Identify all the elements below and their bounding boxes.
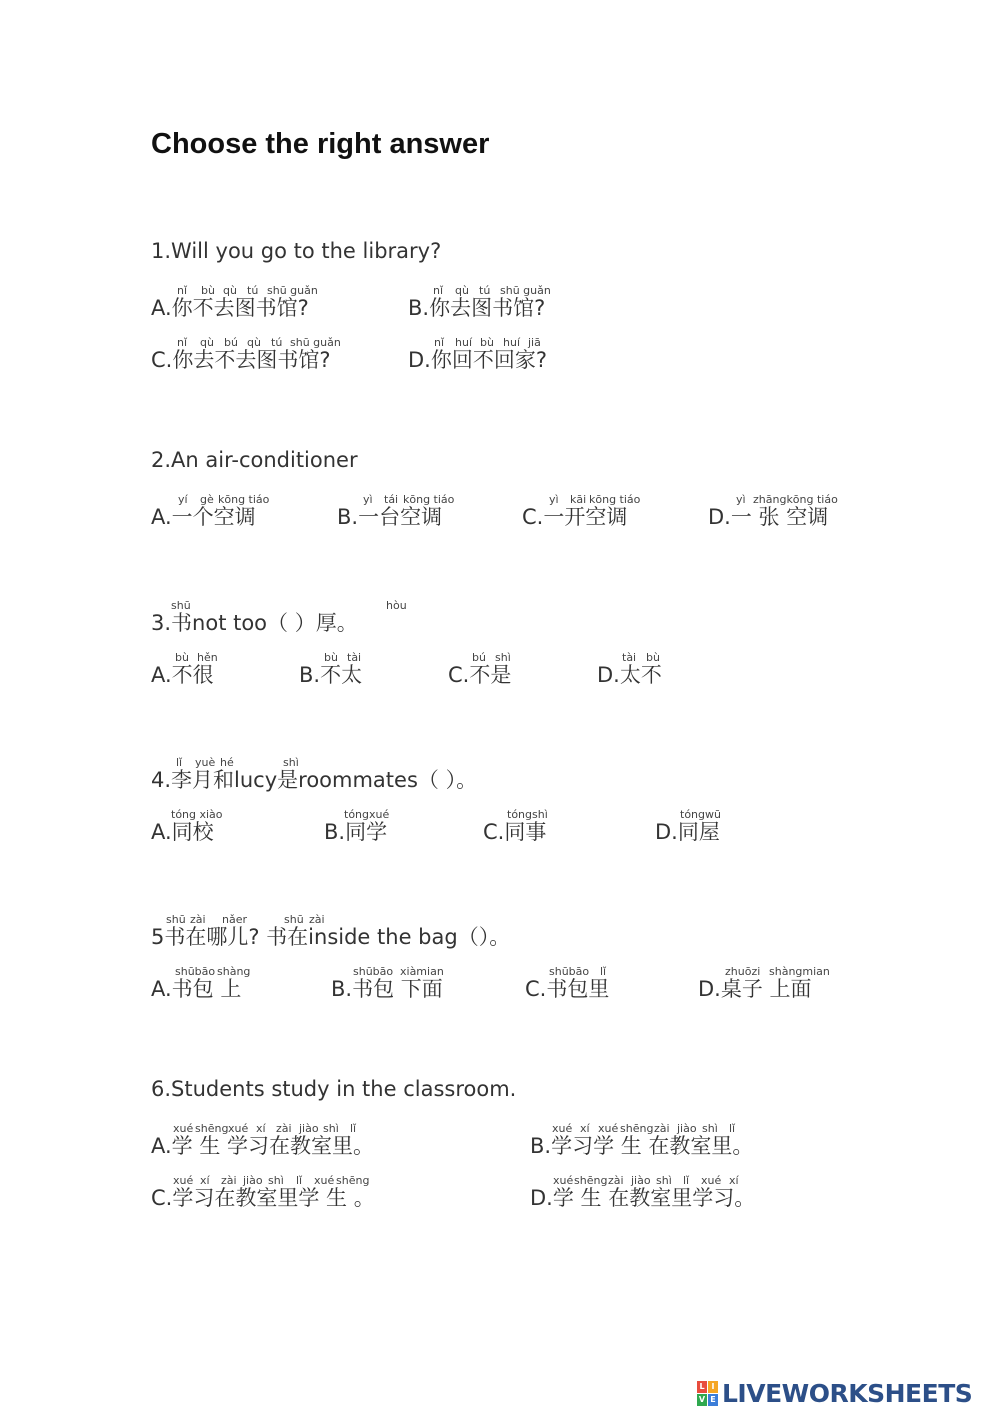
pinyin: xué [701, 1174, 722, 1187]
logo-icon [697, 1381, 718, 1406]
pinyin: shì [268, 1174, 284, 1187]
pinyin: shēng [620, 1122, 654, 1135]
option-text: B.不太 [299, 663, 363, 687]
pinyin: bù [201, 284, 215, 297]
pinyin: lǐ [350, 1122, 357, 1135]
option-text: C.你去不去图书馆? [151, 348, 331, 372]
option-text: D.太不 [597, 663, 662, 687]
pinyin: bú [472, 651, 486, 664]
pinyin: shū [166, 913, 186, 926]
pinyin: hòu [386, 599, 407, 612]
pinyin: zài [608, 1174, 624, 1187]
option-text: C.一开空调 [522, 505, 628, 529]
pinyin: zài [221, 1174, 237, 1187]
pinyin: zài [190, 913, 206, 926]
pinyin: xué [553, 1174, 574, 1187]
pinyin: lǐ [176, 756, 183, 769]
pinyin: huí [455, 336, 472, 349]
pinyin: shì [495, 651, 511, 664]
pinyin: yì [549, 493, 559, 506]
pinyin: shūbāo [549, 965, 590, 978]
worksheet-title: Choose the right answer [151, 128, 490, 160]
pinyin: huí [503, 336, 520, 349]
liveworksheets-logo [697, 1378, 972, 1408]
pinyin: lǐ [683, 1174, 690, 1187]
pinyin: bù [646, 651, 660, 664]
pinyin: xué [173, 1174, 194, 1187]
question-2-prompt: 2.An air-conditioner [151, 448, 358, 472]
pinyin: lǐ [600, 965, 607, 978]
option-text: B.学习学 生 在教室里。 [530, 1134, 754, 1158]
pinyin: jiào [299, 1122, 319, 1135]
option-text: D.一 张 空调 [708, 505, 829, 529]
question-3-prompt: 3.书not too（ ）厚。 [151, 611, 358, 635]
pinyin: shēng [195, 1122, 229, 1135]
pinyin: qù [455, 284, 469, 297]
pinyin: tái [384, 493, 399, 506]
logo-text: LIVEWORKSHEETS [722, 1378, 973, 1408]
pinyin: shì [323, 1122, 339, 1135]
question-4-prompt: 4.李月和lucy是roommates（ ）。 [151, 768, 478, 792]
pinyin: bù [175, 651, 189, 664]
pinyin: zài [309, 913, 325, 926]
pinyin: gè [200, 493, 214, 506]
pinyin: bù [480, 336, 494, 349]
logo-icon-e: E [708, 1394, 718, 1406]
pinyin: zài [276, 1122, 292, 1135]
pinyin: shū guǎn [267, 284, 318, 297]
pinyin: bú [224, 336, 238, 349]
option-text: A.不很 [151, 663, 214, 687]
question-1-prompt: 1.Will you go to the library? [151, 239, 442, 263]
option-text: C.学习在教室里学 生 。 [151, 1186, 375, 1210]
option-text: A.书包 上 [151, 977, 242, 1001]
pinyin: zài [654, 1122, 670, 1135]
option-text: B.同学 [324, 820, 388, 844]
pinyin: lǐ [729, 1122, 736, 1135]
pinyin: qù [223, 284, 237, 297]
pinyin: xí [256, 1122, 266, 1135]
option-text: A.你不去图书馆? [151, 296, 309, 320]
pinyin: xí [729, 1174, 739, 1187]
pinyin: lǐ [296, 1174, 303, 1187]
pinyin: shū [171, 599, 191, 612]
pinyin: bù [324, 651, 338, 664]
pinyin: kōng tiáo [403, 493, 455, 506]
pinyin: shū guǎn [500, 284, 551, 297]
option-text: D.同屋 [655, 820, 720, 844]
option-text: B.一台空调 [337, 505, 443, 529]
pinyin: tóng xiào [171, 808, 223, 821]
pinyin: shēng [336, 1174, 370, 1187]
pinyin: shēng [574, 1174, 608, 1187]
pinyin: kōng tiáo [218, 493, 270, 506]
pinyin: xué [552, 1122, 573, 1135]
pinyin: jiā [528, 336, 541, 349]
pinyin: xué [228, 1122, 249, 1135]
option-text: D.你回不回家? [408, 348, 547, 372]
pinyin: tóngshì [507, 808, 548, 821]
pinyin: jiào [677, 1122, 697, 1135]
question-5-prompt: 5书在哪儿? 书在inside the bag（）。 [151, 925, 511, 949]
pinyin: shì [702, 1122, 718, 1135]
pinyin: tú [479, 284, 491, 297]
pinyin: kāi [570, 493, 587, 506]
pinyin: nǐ [434, 336, 445, 349]
pinyin: yì [363, 493, 373, 506]
pinyin: xí [580, 1122, 590, 1135]
pinyin: xué [598, 1122, 619, 1135]
option-text: C.书包里 [525, 977, 610, 1001]
pinyin: shàng [217, 965, 251, 978]
pinyin: jiào [631, 1174, 651, 1187]
pinyin: nǎer [222, 913, 248, 926]
pinyin: qù [200, 336, 214, 349]
pinyin: nǐ [177, 284, 188, 297]
option-text: A.同校 [151, 820, 214, 844]
pinyin: shū [284, 913, 304, 926]
logo-icon-l: L [697, 1381, 707, 1393]
pinyin: tóngwū [680, 808, 721, 821]
question-6-prompt: 6.Students study in the classroom. [151, 1077, 517, 1101]
pinyin: hěn [197, 651, 218, 664]
pinyin: zhāngkōng tiáo [753, 493, 838, 506]
pinyin: tóngxué [344, 808, 390, 821]
pinyin: xué [314, 1174, 335, 1187]
pinyin: hé [220, 756, 234, 769]
pinyin: yuè [195, 756, 216, 769]
pinyin: jiào [243, 1174, 263, 1187]
pinyin: shàngmian [769, 965, 830, 978]
option-text: D.学 生 在教室里学习。 [530, 1186, 756, 1210]
option-text: D.桌子 上面 [698, 977, 812, 1001]
option-text: A.学 生 学习在教室里。 [151, 1134, 375, 1158]
pinyin: nǐ [433, 284, 444, 297]
pinyin: shì [283, 756, 299, 769]
logo-icon-v: V [698, 1394, 706, 1404]
pinyin: tú [271, 336, 283, 349]
pinyin: xué [173, 1122, 194, 1135]
pinyin: nǐ [177, 336, 188, 349]
pinyin: yì [736, 493, 746, 506]
option-text: C.同事 [483, 820, 547, 844]
pinyin: xí [200, 1174, 210, 1187]
pinyin: shì [656, 1174, 672, 1187]
pinyin: zhuōzi [725, 965, 761, 978]
pinyin: tài [622, 651, 637, 664]
pinyin: shū guǎn [290, 336, 341, 349]
pinyin: yí [178, 493, 188, 506]
pinyin: shūbāo [353, 965, 394, 978]
pinyin: xiàmian [400, 965, 444, 978]
pinyin: shūbāo [175, 965, 216, 978]
option-text: B.你去图书馆? [408, 296, 546, 320]
pinyin: tú [247, 284, 259, 297]
pinyin: qù [247, 336, 261, 349]
pinyin: tài [347, 651, 362, 664]
option-text: A.一个空调 [151, 505, 256, 529]
pinyin: kōng tiáo [589, 493, 641, 506]
option-text: B.书包 下面 [331, 977, 443, 1001]
logo-icon-i: I [708, 1381, 718, 1393]
option-text: C.不是 [448, 663, 512, 687]
